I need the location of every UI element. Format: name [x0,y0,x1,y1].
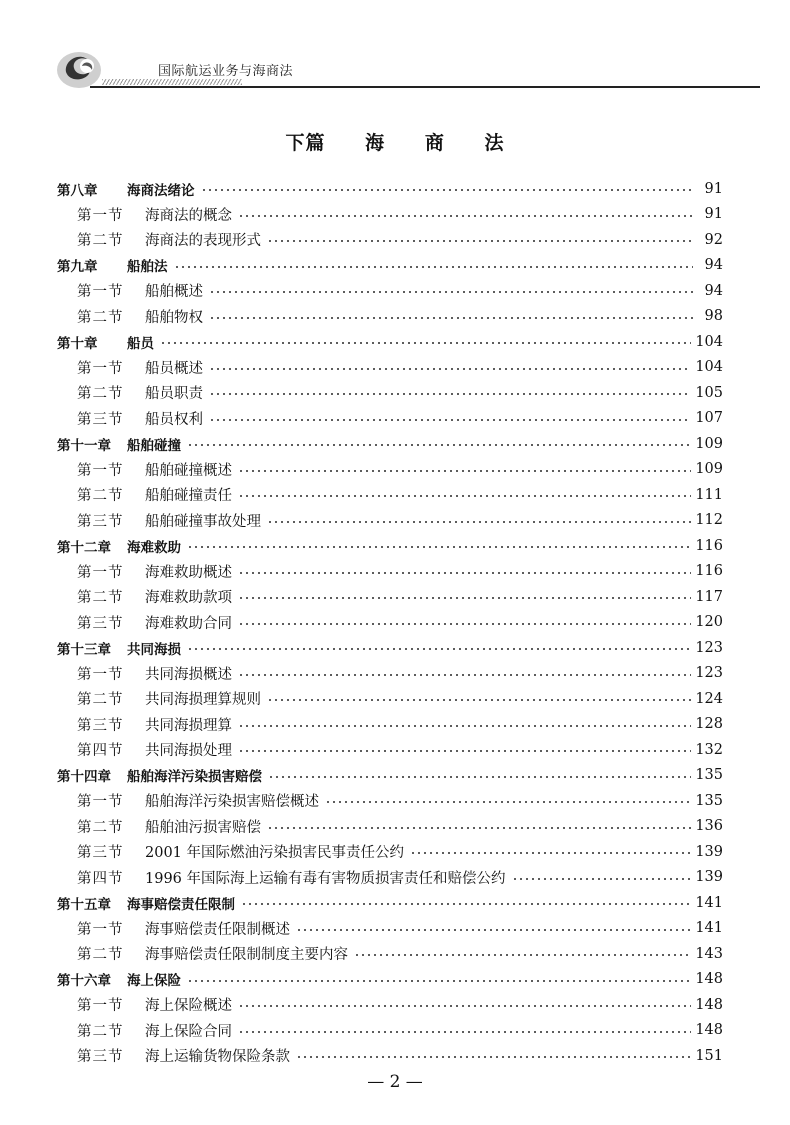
toc-entry-page: 109 [695,461,723,478]
toc-entry-page: 92 [704,231,723,248]
toc-section-row[interactable] [57,584,723,610]
dot-leader [174,266,694,268]
dot-leader [512,878,692,880]
toc-chapter-row[interactable] [57,890,723,916]
dot-leader [238,674,691,676]
dot-leader [267,240,693,242]
toc-section-row[interactable] [57,788,723,814]
dot-leader [325,801,691,803]
toc-section-row[interactable] [57,227,723,253]
toc-entry-title: 船舶法 [127,259,168,276]
toc-entry-page: 135 [695,792,723,809]
toc-entry-page: 104 [695,333,723,350]
toc-entry-title: 船舶海洋污染损害赔偿 [127,769,262,786]
toc-entry-title: 船舶海洋污染损害赔偿概述 [145,794,319,811]
toc-entry-number: 第一节 [77,794,124,811]
part-word-1: 海 [365,132,386,154]
toc-chapter-row[interactable] [57,329,723,355]
toc-chapter-row[interactable] [57,533,723,559]
part-title [0,128,790,155]
toc-entry-title: 共同海损理算 [145,717,232,734]
toc-entry-number: 第二节 [77,692,124,709]
dot-leader [209,317,693,319]
toc-entry-title: 海难救助款项 [145,590,232,607]
toc-entry-page: 94 [704,282,723,299]
dot-leader [238,495,691,497]
toc-entry-title: 海难救助概述 [145,564,232,581]
dot-leader [187,546,691,548]
toc-entry-number: 第三节 [77,615,124,632]
dot-leader [209,419,691,421]
toc-entry-title: 海事赔偿责任限制 [127,896,235,913]
toc-entry-number: 第二节 [77,819,124,836]
toc-entry-title: 船员 [127,335,154,352]
toc-entry-page: 123 [695,639,723,656]
toc-entry-page: 120 [695,614,723,631]
dot-leader [238,725,691,727]
dot-leader [201,189,694,191]
toc-entry-page: 148 [695,996,723,1013]
toc-section-row[interactable] [57,559,723,585]
toc-entry-title: 船舶碰撞事故处理 [145,513,261,530]
toc-entry-page: 151 [695,1047,723,1064]
dot-leader [238,470,691,472]
dot-leader [187,980,691,982]
dot-leader [209,393,691,395]
dot-leader [160,342,691,344]
toc-section-row[interactable] [57,610,723,636]
toc-entry-page: 148 [695,1022,723,1039]
toc-chapter-row[interactable] [57,635,723,661]
toc-entry-title: 船员权利 [145,411,203,428]
toc-entry-title: 船舶物权 [145,309,203,326]
toc-section-row[interactable] [57,865,723,891]
toc-entry-page: 148 [695,971,723,988]
toc-section-row[interactable] [57,992,723,1018]
toc-chapter-row[interactable] [57,253,723,279]
toc-entry-title: 共同海损 [127,641,181,658]
toc-entry-number: 第二节 [77,233,124,250]
dot-leader [238,750,691,752]
toc-entry-title: 船舶油污损害赔偿 [145,819,261,836]
toc-entry-page: 112 [695,512,723,529]
toc-entry-number: 第十四章 [57,769,111,786]
toc-entry-page: 135 [695,767,723,784]
toc-entry-title: 海商法绪论 [127,182,195,199]
toc-entry-page: 91 [704,206,723,223]
toc-section-row[interactable] [57,278,723,304]
toc-section-row[interactable] [57,457,723,483]
toc-entry-number: 第九章 [57,259,98,276]
toc-entry-number: 第一节 [77,284,124,301]
toc-section-row[interactable] [57,406,723,432]
toc-entry-title: 海商法的表现形式 [145,233,261,250]
toc-chapter-row[interactable] [57,431,723,457]
toc-entry-number: 第二节 [77,1023,124,1040]
toc-section-row[interactable] [57,1043,723,1069]
toc-entry-page: 124 [695,690,723,707]
dot-leader [296,929,691,931]
toc-entry-title: 共同海损理算规则 [145,692,261,709]
toc-entry-number: 第二节 [77,488,124,505]
toc-entry-title: 海商法的概念 [145,207,232,224]
dot-leader [268,776,691,778]
toc-entry-page: 91 [704,180,723,197]
toc-entry-title: 共同海损处理 [145,743,232,760]
toc-section-row[interactable] [57,508,723,534]
toc-section-row[interactable] [57,202,723,228]
toc-entry-number: 第二节 [77,386,124,403]
toc-entry-title: 船舶碰撞概述 [145,462,232,479]
toc-entry-number: 第十五章 [57,896,111,913]
toc-section-row[interactable] [57,482,723,508]
toc-entry-page: 117 [695,588,723,605]
toc-chapter-row[interactable] [57,763,723,789]
toc-entry-page: 105 [695,384,723,401]
toc-entry-page: 128 [695,716,723,733]
toc-entry-title: 海事赔偿责任限制概述 [145,921,290,938]
toc-entry-page: 104 [695,359,723,376]
part-word-3: 法 [484,132,505,154]
part-word-2: 商 [424,132,445,154]
toc-entry-number: 第三节 [77,1049,124,1066]
toc-entry-title: 海上保险概述 [145,998,232,1015]
toc-entry-number: 第三节 [77,411,124,428]
toc-entry-title: 海难救助 [127,539,181,556]
toc-entry-number: 第十三章 [57,641,111,658]
toc-entry-number: 第十章 [57,335,98,352]
toc-entry-page: 139 [695,843,723,860]
toc-entry-number: 第十六章 [57,973,111,990]
header-rule [90,86,760,88]
toc-chapter-row[interactable] [57,967,723,993]
toc-entry-page: 94 [704,257,723,274]
dot-leader [209,368,691,370]
toc-entry-page: 141 [695,920,723,937]
dot-leader [267,827,691,829]
toc-entry-title: 船员概述 [145,360,203,377]
toc-entry-page: 116 [695,563,723,580]
toc-section-row[interactable] [57,380,723,406]
toc-entry-number: 第一节 [77,921,124,938]
toc-entry-page: 111 [695,486,723,503]
page-header [40,42,730,94]
toc-entry-title: 海上运输货物保险条款 [145,1049,290,1066]
toc-entry-title: 共同海损概述 [145,666,232,683]
dot-leader [187,648,691,650]
toc-entry-number: 第三节 [77,717,124,734]
toc-entry-number: 第二节 [77,947,124,964]
toc-entry-page: 109 [695,435,723,452]
toc-section-row[interactable] [57,304,723,330]
toc-entry-title: 船员职责 [145,386,203,403]
dot-leader [241,903,691,905]
dot-leader [267,521,691,523]
toc-section-row[interactable] [57,712,723,738]
dot-leader [238,1005,691,1007]
toc-entry-number: 第十二章 [57,539,111,556]
toc-entry-number: 第一节 [77,462,124,479]
swirl-logo-icon [54,46,104,90]
toc-entry-number: 第一节 [77,360,124,377]
toc-entry-number: 第八章 [57,182,98,199]
toc-section-row[interactable] [57,814,723,840]
dot-leader [238,215,693,217]
header-hatch-decoration [102,79,242,85]
toc-entry-number: 第一节 [77,564,124,581]
toc-section-row[interactable] [57,355,723,381]
toc-section-row[interactable] [57,661,723,687]
toc-entry-page: 139 [695,869,723,886]
part-label: 下篇 [285,132,326,154]
toc-entry-title: 海事赔偿责任限制制度主要内容 [145,947,348,964]
toc-section-row[interactable] [57,1018,723,1044]
toc-entry-number: 第二节 [77,590,124,607]
toc-entry-page: 136 [695,818,723,835]
table-of-contents [57,176,723,1069]
toc-entry-title: 船舶碰撞 [127,437,181,454]
dot-leader [296,1056,691,1058]
dot-leader [410,852,691,854]
toc-entry-number: 第一节 [77,207,124,224]
toc-entry-page: 123 [695,665,723,682]
toc-entry-page: 143 [695,945,723,962]
toc-entry-title: 海难救助合同 [145,615,232,632]
toc-entry-title: 2001 年国际燃油污染损害民事责任公约 [145,845,405,862]
toc-entry-title: 1996 年国际海上运输有毒有害物质损害责任和赔偿公约 [145,870,506,887]
toc-entry-number: 第三节 [77,845,124,862]
toc-entry-number: 第三节 [77,513,124,530]
dot-leader [209,291,693,293]
toc-entry-page: 132 [695,741,723,758]
toc-entry-title: 海上保险 [127,973,181,990]
dot-leader [238,623,691,625]
dot-leader [354,954,691,956]
dot-leader [238,597,691,599]
dot-leader [238,1031,691,1033]
toc-entry-page: 107 [695,410,723,427]
toc-entry-number: 第一节 [77,998,124,1015]
toc-entry-number: 第二节 [77,309,124,326]
dot-leader [238,572,691,574]
toc-section-row[interactable] [57,737,723,763]
toc-entry-title: 船舶概述 [145,284,203,301]
toc-section-row[interactable] [57,941,723,967]
toc-entry-number: 第四节 [77,743,124,760]
toc-entry-number: 第四节 [77,870,124,887]
toc-entry-number: 第十一章 [57,437,111,454]
toc-entry-page: 98 [704,308,723,325]
toc-entry-page: 116 [695,537,723,554]
toc-chapter-row[interactable] [57,176,723,202]
toc-section-row[interactable] [57,839,723,865]
page-number: — 2 — [367,1072,423,1092]
toc-section-row[interactable] [57,916,723,942]
toc-entry-page: 141 [695,894,723,911]
toc-entry-title: 船舶碰撞责任 [145,488,232,505]
header-title: 国际航运业务与海商法 [158,64,294,79]
toc-entry-title: 海上保险合同 [145,1023,232,1040]
dot-leader [267,699,691,701]
dot-leader [187,444,691,446]
toc-section-row[interactable] [57,686,723,712]
toc-entry-number: 第一节 [77,666,124,683]
